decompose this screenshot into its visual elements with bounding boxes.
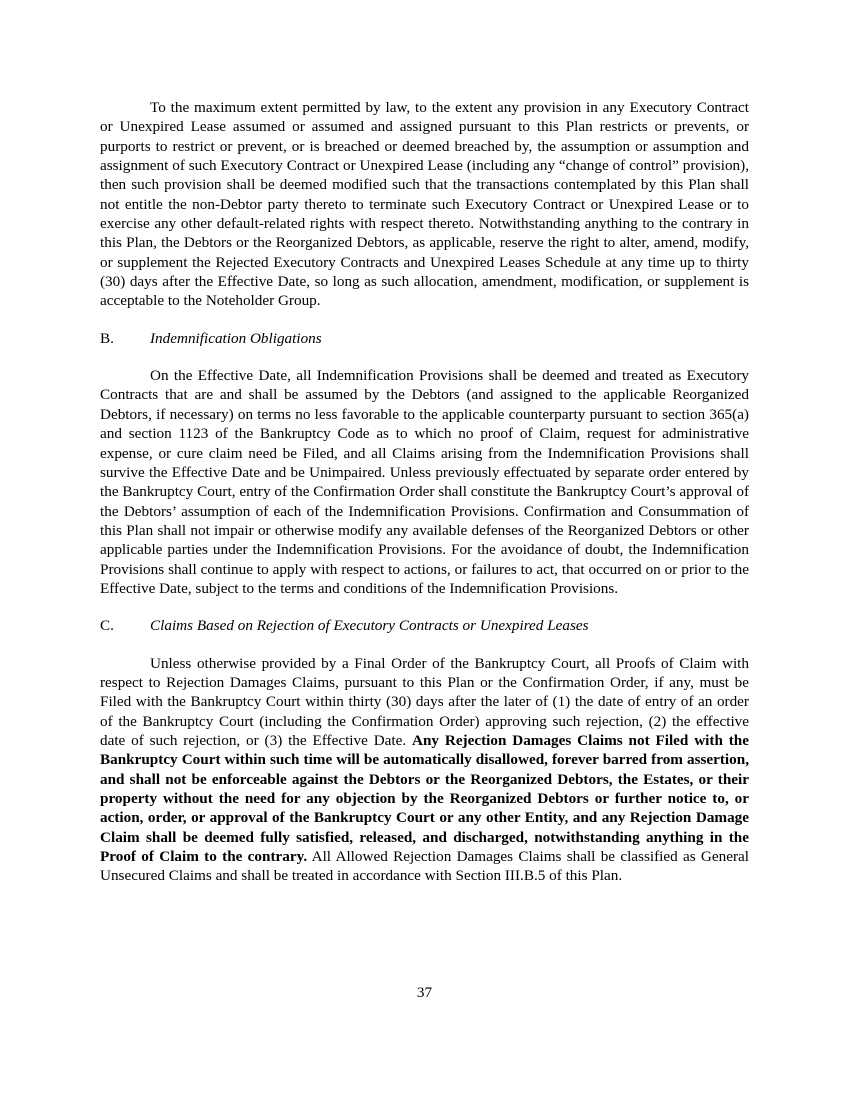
section-title: Indemnification Obligations <box>150 329 322 347</box>
paragraph-text: Unless otherwise provided by a Final Order of the Bankruptcy Court, all Proofs of Claim with respect to Rejection Damages Claims, pursuant to this Plan or the Confirmation Order, if any, must be Filed with the Bankruptcy Court within thirty (30) days after the later of (1) the date of entry of an order of the Bankruptcy Court (including the Confirmation Order) approving such rejection, (2) the effective date of such rejection, or (3) the Effective Date. <box>100 654 749 749</box>
body-paragraph-rejection-claims <box>100 654 749 886</box>
page-number: 37 <box>416 984 433 1001</box>
paragraph-text: All Allowed Rejection Damages Claims shall be classified as General Unsecured Claims and shall be treated in accordance with Section III.B.5 of this Plan. <box>100 848 749 885</box>
section-heading-c <box>100 616 749 635</box>
section-title: Claims Based on Rejection of Executory Contracts or Unexpired Leases <box>150 617 589 635</box>
section-number: C. <box>100 617 114 635</box>
section-heading-b <box>100 329 749 348</box>
section-number: B. <box>100 329 114 347</box>
document-page <box>100 98 749 886</box>
body-paragraph-indemnification: On the Effective Date, all Indemnification Provisions shall be deemed and treated as Executory Contracts that are and shall be assumed by the Debtors (and assigned to the applicable Reorganized Debtors, if necessary) on terms no less favorable to the applicable counterparty pursuant to section 365(a) and section 1123 of the Bankruptcy Code as to which no proof of Claim, request for administrative expense, or cure claim need be Filed, and all Claims arising from the Indemnification Provisions shall survive the Effective Date and be Unimpaired. Unless previously effectuated by separate order entered by the Bankruptcy Court, entry of the Confirmation Order shall constitute the Bankruptcy Court’s approval of the Debtors’ assumption of each of the Indemnification Provisions. Confirmation and Consummation of this Plan shall not impair or otherwise modify any available defenses of the Reorganized Debtors or other applicable parties under the Indemnification Provisions. For the avoidance of doubt, the Indemnification Provisions shall continue to apply with respect to actions, or failures to act, that occurred on or prior to the Effective Date, subject to the terms and conditions of the Indemnification Provisions. <box>100 367 749 597</box>
bold-bar-date-text: Any Rejection Damages Claims not Filed with the Bankruptcy Court within such time will be automatically disallowed, forever barred from assertion, and shall not be enforceable against the Debtors or the Reorganized Debtors, the Estates, or their property without the need for any objection by the Reorganized Debtors or further notice to, or action, order, or approval of the Bankruptcy Court or any other Entity, and any Rejection Damage Claim shall be deemed fully satisfied, released, and discharged, notwithstanding anything in the Proof of Claim to the contrary. <box>100 731 749 866</box>
body-paragraph-assumption-modification: To the maximum extent permitted by law, to the extent any provision in any Executory Contract or Unexpired Lease assumed or assumed and assigned pursuant to this Plan restricts or prevents, or purports to restrict or prevent, or is breached or deemed breached by, the assumption or assumption and assignment of such Executory Contract or Unexpired Lease (including any “change of control” provision), then such provision shall be deemed modified such that the transactions contemplated by this Plan shall not entitle the non-Debtor party thereto to terminate such Executory Contract or Unexpired Lease or to exercise any other default-related rights with respect thereto. Notwithstanding anything to the contrary in this Plan, the Debtors or the Reorganized Debtors, as applicable, reserve the right to alter, amend, modify, or supplement the Rejected Executory Contracts and Unexpired Leases Schedule at any time up to thirty (30) days after the Effective Date, so long as such allocation, amendment, modification, or supplement is acceptable to the Noteholder Group. <box>100 99 749 310</box>
